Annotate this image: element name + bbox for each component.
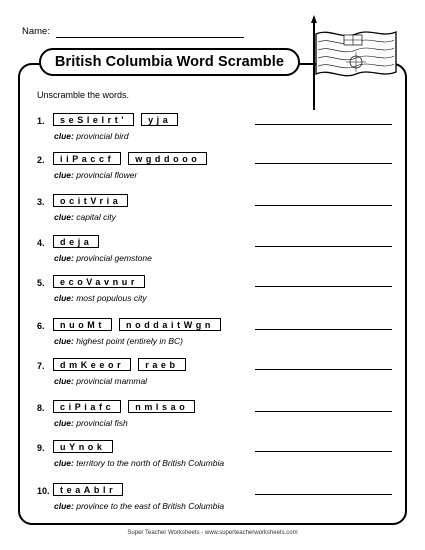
answer-line[interactable]: [255, 205, 392, 206]
clue-label: clue:: [54, 170, 74, 180]
scrambled-word-box: teaAblr: [53, 483, 123, 496]
scrambled-word-box: wgddooo: [128, 152, 207, 165]
clue-label: clue:: [54, 376, 74, 386]
scrambled-word-box: yja: [141, 113, 178, 126]
list-item: [0, 358, 425, 398]
clue-description: provincial mammal: [76, 376, 148, 386]
clue-label: clue:: [54, 501, 74, 511]
scrambled-word-box: ecoVavnur: [53, 275, 145, 288]
item-number: 8.: [37, 403, 45, 413]
clue-label: clue:: [54, 212, 74, 222]
scrambled-word-group: [53, 275, 145, 288]
answer-line[interactable]: [255, 494, 392, 495]
worksheet-title: British Columbia Word Scramble: [39, 48, 300, 76]
scrambled-word-box: raeb: [138, 358, 185, 371]
scrambled-word-group: [53, 440, 113, 453]
list-item: [0, 194, 425, 234]
item-number: 10.: [37, 486, 50, 496]
clue-text: [54, 131, 129, 141]
scrambled-word-box: ciPiafc: [53, 400, 121, 413]
answer-line[interactable]: [255, 369, 392, 370]
answer-line[interactable]: [255, 329, 392, 330]
clue-text: [54, 212, 116, 222]
list-item: [0, 483, 425, 523]
answer-line[interactable]: [255, 451, 392, 452]
scrambled-word-box: noddaitWgn: [119, 318, 221, 331]
clue-description: province to the east of British Columbia: [76, 501, 225, 511]
list-item: [0, 235, 425, 275]
list-item: [0, 275, 425, 315]
list-item: [0, 440, 425, 480]
item-number: 2.: [37, 155, 45, 165]
answer-line[interactable]: [255, 411, 392, 412]
scrambled-word-box: uYnok: [53, 440, 113, 453]
scrambled-word-box: seSlelrt': [53, 113, 134, 126]
scrambled-word-group: [53, 400, 195, 413]
answer-line[interactable]: [255, 163, 392, 164]
clue-label: clue:: [54, 131, 74, 141]
item-number: 6.: [37, 321, 45, 331]
clue-text: [54, 458, 224, 468]
answer-line[interactable]: [255, 246, 392, 247]
clue-label: clue:: [54, 458, 74, 468]
scrambled-word-box: iiPaccf: [53, 152, 121, 165]
clue-label: clue:: [54, 418, 74, 428]
clue-label: clue:: [54, 253, 74, 263]
footer-credit: Super Teacher Worksheets - www.superteacherworksheets.com: [127, 530, 298, 536]
list-item: [0, 400, 425, 440]
clue-text: [54, 170, 137, 180]
scrambled-word-box: ocitVria: [53, 194, 128, 207]
answer-line[interactable]: [255, 286, 392, 287]
name-input-line[interactable]: [56, 37, 244, 38]
scrambled-word-box: nuoMt: [53, 318, 112, 331]
clue-description: highest point (entirely in BC): [76, 336, 183, 346]
item-number: 9.: [37, 443, 45, 453]
clue-text: [54, 253, 152, 263]
scrambled-word-group: [53, 152, 207, 165]
clue-text: [54, 376, 147, 386]
clue-description: provincial fish: [76, 418, 128, 428]
british-columbia-flag-icon: [300, 14, 400, 110]
list-item: [0, 318, 425, 358]
instructions: Unscramble the words.: [37, 90, 130, 100]
clue-text: [54, 293, 147, 303]
scrambled-word-box: nmlsao: [128, 400, 195, 413]
item-number: 1.: [37, 116, 45, 126]
clue-label: clue:: [54, 336, 74, 346]
item-number: 3.: [37, 197, 45, 207]
list-item: [0, 113, 425, 153]
clue-description: provincial bird: [76, 131, 129, 141]
scrambled-word-box: deja: [53, 235, 99, 248]
clue-description: most populous city: [76, 293, 147, 303]
scrambled-word-group: [53, 358, 186, 371]
scrambled-word-group: [53, 194, 128, 207]
name-label: Name:: [22, 26, 50, 37]
scrambled-word-group: [53, 483, 123, 496]
item-number: 4.: [37, 238, 45, 248]
scrambled-word-box: dmKeeor: [53, 358, 131, 371]
scrambled-word-group: [53, 235, 99, 248]
clue-description: capital city: [76, 212, 116, 222]
scrambled-word-group: [53, 318, 221, 331]
clue-description: territory to the north of British Columbia: [76, 458, 225, 468]
clue-label: clue:: [54, 293, 74, 303]
clue-description: provincial gemstone: [76, 253, 152, 263]
scrambled-word-group: [53, 113, 178, 126]
clue-description: provincial flower: [76, 170, 138, 180]
item-number: 7.: [37, 361, 45, 371]
clue-text: [54, 418, 128, 428]
list-item: [0, 152, 425, 192]
clue-text: [54, 336, 183, 346]
item-number: 5.: [37, 278, 45, 288]
clue-text: [54, 501, 224, 511]
answer-line[interactable]: [255, 124, 392, 125]
